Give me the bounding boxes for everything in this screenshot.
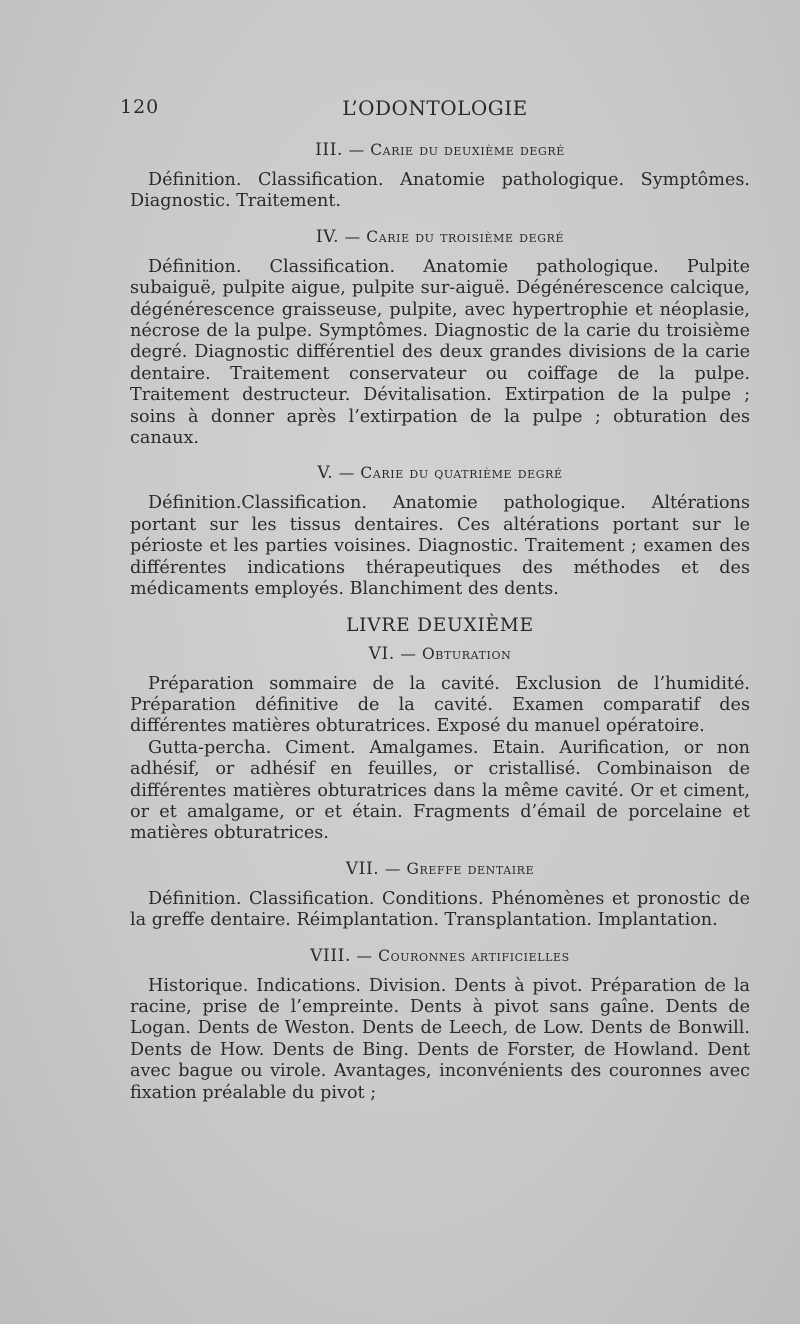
section-dash: —	[348, 141, 365, 159]
section-dash: —	[356, 946, 373, 965]
section-numeral: VII.	[345, 858, 380, 879]
section-heading	[130, 227, 750, 247]
section-dash: —	[344, 227, 361, 246]
section-title: Greffe dentaire	[406, 859, 535, 878]
section-numeral: VI.	[368, 643, 395, 664]
section-paragraph: Définition. Classification. Anatomie pathologique. Symptômes. Diagnostic. Traitement.	[130, 170, 750, 212]
page-number: 120	[120, 96, 160, 118]
section-paragraph: Définition.Classification. Anatomie pathologique. Altérations portant sur les tissus dentaires. Ces altérations portant sur le périoste et les parties voisines. Diagnostic. Traitement ; examen des différentes indications thérapeutiques des méthodes et des médicaments employés. Blanchiment des dents.	[130, 493, 750, 600]
book-title: LIVRE DEUXIÈME	[346, 614, 534, 636]
section-numeral: IV.	[315, 226, 340, 247]
section-title: Carie du quatrième degré	[360, 464, 563, 483]
section-title: Couronnes artificielles	[378, 946, 570, 965]
section-paragraph: Gutta-percha. Ciment. Amalgames. Etain. Aurification, or non adhésif, or adhésif en feuilles, or cristallisé. Combinaison de différentes matières obturatrices dans la même cavité. Or et ciment, or et amalgame, or et étain. Fragments d’émail de porcelaine et matières obturatrices.	[130, 737, 750, 844]
section-paragraph: Préparation sommaire de la cavité. Exclusion de l’humidité. Préparation définitive de la cavité. Examen comparatif des différentes matières obturatrices. Exposé du manuel opératoire.	[130, 673, 750, 737]
section-dash: —	[384, 859, 401, 878]
section-dash: —	[338, 464, 355, 483]
section-dash: —	[400, 644, 417, 663]
section-heading	[130, 140, 750, 160]
section-paragraph: Définition. Classification. Anatomie pathologique. Pulpite subaiguë, pulpite aigue, pulpite sur-aiguë. Dégénérescence calcique, dégénérescence graisseuse, pulpite, avec hypertrophie et néoplasie, nécrose de la pulpe. Symptômes. Diagnostic de la carie du troisième degré. Diagnostic différentiel des deux grandes divisions de la carie dentaire. Traitement conservateur ou coiffage de la pulpe. Traitement destructeur. Dévitalisation. Extirpation de la pulpe ; soins à donner après l’extirpation de la pulpe ; obturation des canaux.	[130, 256, 750, 449]
section-numeral: VIII.	[310, 945, 351, 966]
section-heading	[130, 644, 750, 664]
section-paragraph: Historique. Indications. Division. Dents à pivot. Préparation de la racine, prise de l’empreinte. Dents à pivot sans gaîne. Dents de Logan. Dents de Weston. Dents de Leech, de Low. Dents de Bonwill. Dents de How. Dents de Bing. Dents de Forster, de Howland. Dent avec bague ou virole. Avantages, inconvénients des couronnes avec fixation préalable du pivot ;	[130, 975, 750, 1103]
section-numeral: III.	[315, 140, 344, 160]
running-title: L’ODONTOLOGIE	[342, 96, 528, 120]
section-heading	[130, 859, 750, 879]
section-numeral: V.	[317, 463, 334, 484]
section-title: Obturation	[422, 644, 512, 663]
section-title: Carie du deuxième degré	[370, 141, 565, 159]
section-title: Carie du troisième degré	[366, 227, 565, 246]
section-heading	[130, 946, 750, 966]
section-heading	[130, 463, 750, 483]
page-content	[130, 140, 750, 1118]
section-paragraph: Définition. Classification. Conditions. Phénomènes et pronostic de la greffe dentaire. Réimplantation. Transplantation. Implantation.	[130, 888, 750, 931]
page-header	[120, 96, 750, 122]
